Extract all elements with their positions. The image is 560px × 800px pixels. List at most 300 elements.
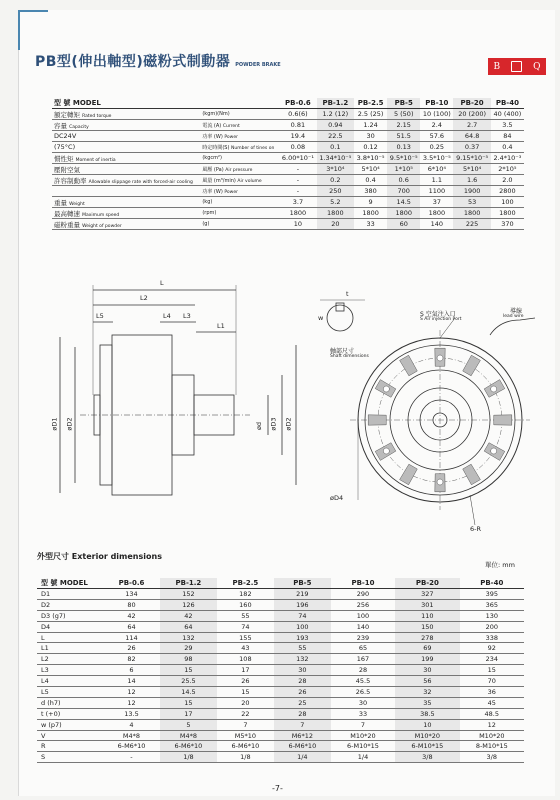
dims-cell: 26 [217, 676, 274, 687]
cooling-fin [368, 415, 386, 425]
dims-cell: 132 [274, 654, 331, 665]
spec-unit: (kgm)(Nm) [202, 111, 230, 117]
dims-cell: 6-M10*15 [395, 741, 459, 752]
label-shaft: 軸部尺寸 [330, 348, 355, 355]
dims-cell: 200 [460, 621, 524, 632]
dims-cell: 160 [217, 599, 274, 610]
spec-cell: 57.6 [420, 131, 453, 142]
spec-cell: 40 (400) [491, 109, 524, 120]
label-L2: L2 [140, 294, 148, 302]
dims-row-label: L2 [37, 654, 103, 665]
dims-cell: 6-M6*10 [217, 741, 274, 752]
label-lead-en: lead wire [503, 314, 524, 319]
spec-label-cn: 壓附空氣 [54, 165, 80, 174]
dims-cell: 15 [217, 687, 274, 698]
dims-model: PB-5 [274, 578, 331, 589]
spec-model: PB-20 [453, 98, 490, 109]
dims-cell: 1/8 [160, 752, 217, 763]
spec-cell: 0.2 [317, 175, 354, 186]
cooling-fin [400, 355, 418, 376]
dims-cell: 29 [160, 643, 217, 654]
label-w: w [318, 314, 324, 322]
dims-cell: 3/8 [395, 752, 459, 763]
spec-sub-cn: 功率 (W) [202, 133, 223, 140]
spec-sub-cn: 功率 (W) [202, 188, 223, 195]
dims-cell: 108 [217, 654, 274, 665]
spec-cell: 2.15 [387, 120, 420, 131]
dims-model: PB-2.5 [217, 578, 274, 589]
dims-cell: 15 [160, 665, 217, 676]
dims-cell: 114 [103, 632, 160, 643]
dims-cell: 13.5 [103, 708, 160, 719]
bolt-hole [437, 355, 443, 361]
spec-cell: 2.5 (25) [354, 109, 387, 120]
dims-cell: 5 [160, 719, 217, 730]
spec-cell: 2.0 [491, 175, 524, 186]
spec-unit: (kg) [202, 199, 213, 205]
dims-cell: 130 [460, 610, 524, 621]
dims-cell: M4*8 [160, 730, 217, 741]
cooling-fin [494, 415, 512, 425]
dims-cell: 290 [331, 589, 395, 600]
spec-model: PB-5 [387, 98, 420, 109]
dims-cell: 26.5 [331, 687, 395, 698]
dims-cell: 28 [274, 708, 331, 719]
spec-cell: 1.6 [453, 175, 490, 186]
spec-cell: 1100 [420, 186, 453, 197]
dims-row [37, 589, 524, 600]
dims-cell: 6 [103, 665, 160, 676]
dims-cell: 239 [331, 632, 395, 643]
dims-cell: 167 [331, 654, 395, 665]
dims-row [37, 610, 524, 621]
dims-header-label: 型 號 MODEL [37, 578, 103, 589]
dims-cell: 4 [103, 719, 160, 730]
dims-cell: 14 [103, 676, 160, 687]
spec-cell: 0.37 [453, 142, 490, 153]
dims-cell: M4*8 [103, 730, 160, 741]
spec-cell: 1800 [387, 208, 420, 219]
spec-cell: 2.4 [420, 120, 453, 131]
spec-cell: 9.5*10⁻⁵ [387, 153, 420, 164]
spec-cell: 5*10⁴ [453, 164, 490, 175]
dims-cell: 30 [274, 665, 331, 676]
spec-sub-en: Power [224, 189, 238, 195]
dims-cell: 28 [274, 676, 331, 687]
dims-cell: 10 [395, 719, 459, 730]
dims-cell: 82 [103, 654, 160, 665]
spec-label-en: Weight of powder [82, 223, 122, 229]
dims-row-label: R [37, 741, 103, 752]
spec-cell: 0.25 [420, 142, 453, 153]
spec-cell: 3.8*10⁻⁵ [354, 153, 387, 164]
dims-row-label: t (+0) [37, 708, 103, 719]
spec-cell: 1.34*10⁻⁵ [317, 153, 354, 164]
dims-cell: 35 [395, 697, 459, 708]
dims-cell: 234 [460, 654, 524, 665]
dims-row [37, 730, 524, 741]
spec-cell: 30 [354, 131, 387, 142]
label-D1: øD1 [50, 417, 59, 431]
bolt-hole [491, 386, 497, 392]
bolt-hole [383, 386, 389, 392]
dims-cell: 45.5 [331, 676, 395, 687]
dims-cell: 155 [217, 632, 274, 643]
dims-cell: 80 [103, 599, 160, 610]
spec-label-en: Weight [69, 201, 85, 207]
spec-sub-cn: 風壓 (Pa) [202, 166, 224, 173]
dims-row [37, 719, 524, 730]
label-shaft-en: Shaft dimensions [330, 354, 369, 359]
dims-cell: 12 [103, 697, 160, 708]
dims-cell: 327 [395, 589, 459, 600]
spec-cell: 100 [491, 197, 524, 208]
dims-row-label: S [37, 752, 103, 763]
dims-cell: 8-M10*15 [460, 741, 524, 752]
spec-cell: 9 [354, 197, 387, 208]
spec-sub-cn: 電流 (A) [202, 122, 222, 129]
dims-cell: 56 [395, 676, 459, 687]
R-leader [470, 495, 475, 525]
spec-cell: 0.94 [317, 120, 354, 131]
spec-cell: 370 [491, 219, 524, 230]
dims-cell: 92 [460, 643, 524, 654]
dims-cell: 15 [160, 697, 217, 708]
label-air-port-en: S Air injection Port [420, 317, 462, 322]
spec-label-cn: DC24V [54, 132, 77, 140]
dims-cell: 134 [103, 589, 160, 600]
dims-cell: 70 [460, 676, 524, 687]
label-air-port: S 空氣注入口 [420, 311, 456, 318]
label-t: t [346, 290, 349, 298]
spec-cell: 33 [354, 219, 387, 230]
spec-model: PB-1.2 [317, 98, 354, 109]
spec-cell: 1900 [453, 186, 490, 197]
dims-cell: 20 [217, 697, 274, 708]
spec-cell: 1800 [420, 208, 453, 219]
label-L: L [160, 279, 164, 287]
spec-cell: 140 [420, 219, 453, 230]
spec-cell: 5*10⁴ [354, 164, 387, 175]
section-title: 外型尺寸 Exterior dimensions [37, 552, 162, 561]
dims-cell: M10*20 [331, 730, 395, 741]
spec-cell: 64.8 [453, 131, 490, 142]
spec-model: PB-10 [420, 98, 453, 109]
spec-cell: 3*10⁴ [317, 164, 354, 175]
dims-model: PB-20 [395, 578, 459, 589]
spec-cell: 10 (100) [420, 109, 453, 120]
lead-wire [490, 318, 535, 335]
dims-cell: 365 [460, 599, 524, 610]
spec-sub-en: Power [224, 134, 238, 140]
spec-label-cn: (75°C) [54, 143, 76, 151]
dims-row-label: L [37, 632, 103, 643]
dims-cell: - [103, 752, 160, 763]
dims-cell: 30 [395, 665, 459, 676]
spec-cell: 3.5 [491, 120, 524, 131]
spec-cell: 14.5 [387, 197, 420, 208]
dims-row [37, 708, 524, 719]
spec-cell: 0.4 [491, 142, 524, 153]
spec-cell: 6.00*10⁻¹ [279, 153, 316, 164]
dims-cell: 12 [103, 687, 160, 698]
dims-cell: M10*20 [395, 730, 459, 741]
label-D2: øD2 [65, 417, 74, 431]
dims-cell: 30 [331, 697, 395, 708]
label-d: ød [255, 421, 264, 431]
dims-header-row [37, 578, 524, 589]
spec-label-cn: 磁粉重量 [54, 220, 80, 229]
dims-cell: 6-M6*10 [160, 741, 217, 752]
dims-row-label: D3 (g7) [37, 610, 103, 621]
cooling-fin [463, 355, 481, 376]
spec-cell: 1800 [453, 208, 490, 219]
spec-cell: 2.7 [453, 120, 490, 131]
spec-cell: - [279, 186, 316, 197]
dims-cell: 7 [274, 719, 331, 730]
spec-label-cn: 重量 [54, 198, 67, 207]
spec-unit: (g) [202, 221, 210, 227]
dims-row [37, 654, 524, 665]
spec-cell: 9.15*10⁻⁵ [453, 153, 490, 164]
dims-row-label: L1 [37, 643, 103, 654]
dims-model: PB-1.2 [160, 578, 217, 589]
dims-cell: 100 [331, 610, 395, 621]
dims-cell: 28 [331, 665, 395, 676]
dims-cell: 6-M10*15 [331, 741, 395, 752]
spec-unit: (rpm) [202, 210, 217, 216]
dims-cell: 42 [103, 610, 160, 621]
dims-cell: 45 [460, 697, 524, 708]
dims-model: PB-0.6 [103, 578, 160, 589]
dims-row [37, 599, 524, 610]
dims-cell: 196 [274, 599, 331, 610]
dims-body [37, 589, 524, 763]
spec-sub-en: Current [222, 123, 240, 129]
spec-sub-en: Air volume [237, 178, 262, 184]
dims-model: PB-10 [331, 578, 395, 589]
dims-cell: 126 [160, 599, 217, 610]
dims-cell: 33 [331, 708, 395, 719]
shaft-key [336, 303, 344, 311]
spec-cell: 1800 [354, 208, 387, 219]
spec-cell: 380 [354, 186, 387, 197]
spec-label-en: Maximum speed [82, 212, 120, 218]
spec-cell: 53 [453, 197, 490, 208]
page-title-en: POWDER BRAKE [235, 62, 281, 68]
spec-cell: 225 [453, 219, 490, 230]
label-D4: øD4 [330, 494, 344, 502]
spec-cell: 3.7 [279, 197, 316, 208]
label-L5: L5 [96, 312, 104, 320]
dims-cell: M5*10 [217, 730, 274, 741]
dims-cell: 42 [160, 610, 217, 621]
spec-header-label: 型 號 MODEL [52, 98, 279, 109]
dims-cell: 132 [160, 632, 217, 643]
dims-cell: 25 [274, 697, 331, 708]
spec-cell: 0.1 [317, 142, 354, 153]
spec-label-en: Allowable slippage rate with forced-air cooling [88, 179, 193, 185]
spec-model: PB-2.5 [354, 98, 387, 109]
cooling-fin [400, 464, 418, 485]
dims-cell: 64 [160, 621, 217, 632]
spec-cell: 51.5 [387, 131, 420, 142]
dims-cell: 110 [395, 610, 459, 621]
spec-unit: (kgcm²) [202, 155, 222, 161]
spec-sub-cn: 風量 (m³/min) [202, 177, 236, 184]
label-R: 6-R [470, 525, 481, 533]
spec-cell: 250 [317, 186, 354, 197]
dims-cell: 301 [395, 599, 459, 610]
dims-cell: 43 [217, 643, 274, 654]
spec-cell: 0.13 [387, 142, 420, 153]
dims-row-label: D2 [37, 599, 103, 610]
dims-row [37, 643, 524, 654]
spec-cell: 84 [491, 131, 524, 142]
spec-cell: 1.2 (12) [317, 109, 354, 120]
spec-model: PB-0.6 [279, 98, 316, 109]
dims-cell: 14.5 [160, 687, 217, 698]
dims-cell: 55 [217, 610, 274, 621]
dims-row-label: V [37, 730, 103, 741]
spec-cell: 60 [387, 219, 420, 230]
dims-cell: 152 [160, 589, 217, 600]
bolt-hole [491, 448, 497, 454]
page-title: PB型(伸出軸型)磁粉式制動器 [35, 54, 231, 70]
cooling-fin [463, 464, 481, 485]
spec-model: PB-40 [491, 98, 524, 109]
label-lead: 導線 [510, 308, 523, 315]
dims-cell: 219 [274, 589, 331, 600]
dims-cell: 48.5 [460, 708, 524, 719]
spec-cell: 0.08 [279, 142, 316, 153]
dims-row-label: w (p7) [37, 719, 103, 730]
dims-row [37, 752, 524, 763]
spec-cell: 0.6 [387, 175, 420, 186]
dims-cell: 74 [274, 610, 331, 621]
dims-cell: 74 [217, 621, 274, 632]
bolt-hole [437, 479, 443, 485]
dims-row [37, 621, 524, 632]
spec-cell: 3.5*10⁻⁵ [420, 153, 453, 164]
spec-cell: 1800 [279, 208, 316, 219]
dims-cell: 17 [160, 708, 217, 719]
spec-cell: 0.81 [279, 120, 316, 131]
spec-cell: 1.24 [354, 120, 387, 131]
spec-cell: 22.5 [317, 131, 354, 142]
dims-cell: 36 [460, 687, 524, 698]
dims-cell: 338 [460, 632, 524, 643]
dims-cell: 1/4 [274, 752, 331, 763]
dims-cell: 100 [274, 621, 331, 632]
dims-cell: 64 [103, 621, 160, 632]
unit-label: 單位: mm [485, 561, 515, 569]
spec-cell: 2*10⁵ [491, 164, 524, 175]
dims-cell: 12 [460, 719, 524, 730]
dims-cell: M10*20 [460, 730, 524, 741]
dims-cell: 15 [460, 665, 524, 676]
dims-row-label: D4 [37, 621, 103, 632]
dims-cell: 6-M6*10 [103, 741, 160, 752]
dims-row-label: L3 [37, 665, 103, 676]
dims-cell: 98 [160, 654, 217, 665]
label-L4: L4 [163, 312, 171, 320]
spec-cell: 19.4 [279, 131, 316, 142]
dims-cell: 55 [274, 643, 331, 654]
dims-cell: 278 [395, 632, 459, 643]
dims-table [37, 578, 524, 763]
dims-row [37, 632, 524, 643]
spec-cell: 20 (200) [453, 109, 490, 120]
spec-cell: 6*10⁴ [420, 164, 453, 175]
dims-cell: 3/8 [460, 752, 524, 763]
spec-cell: 2800 [491, 186, 524, 197]
dims-cell: 65 [331, 643, 395, 654]
logo-letter-right: Q [533, 61, 541, 72]
spec-sub-en: Number of tines on [231, 145, 275, 151]
label-D3: øD3 [269, 417, 278, 431]
label-D2-right: øD2 [284, 417, 293, 431]
spec-label-en: Rated torque [82, 113, 112, 119]
dims-cell: M6*12 [274, 730, 331, 741]
spec-cell: 37 [420, 197, 453, 208]
spec-cell: 10 [279, 219, 316, 230]
shaft-section [327, 305, 353, 331]
dims-cell: 1/4 [331, 752, 395, 763]
bolt-hole [383, 448, 389, 454]
spec-cell: 0.6(6) [279, 109, 316, 120]
spec-cell: 0.4 [354, 175, 387, 186]
dims-model: PB-40 [460, 578, 524, 589]
dims-row-label: d (h7) [37, 697, 103, 708]
spec-cell: - [279, 175, 316, 186]
dims-cell: 150 [395, 621, 459, 632]
spec-cell: 700 [387, 186, 420, 197]
spec-cell: 0.12 [354, 142, 387, 153]
spec-label-en: Capacity [69, 124, 89, 130]
spec-label-cn: 慣性矩 [54, 154, 74, 163]
dims-cell: 193 [274, 632, 331, 643]
dims-row [37, 697, 524, 708]
dims-row [37, 676, 524, 687]
spec-label-en: Moment of inertia [75, 157, 116, 163]
label-L3: L3 [183, 312, 191, 320]
label-L1: L1 [217, 322, 225, 330]
dims-row [37, 687, 524, 698]
spec-cell: 20 [317, 219, 354, 230]
dims-row [37, 741, 524, 752]
dims-row-label: L5 [37, 687, 103, 698]
dims-row-label: D1 [37, 589, 103, 600]
spec-cell: 1800 [491, 208, 524, 219]
spec-sub-cn: 時定時間(S) [202, 144, 230, 151]
spec-cell: 5.2 [317, 197, 354, 208]
dims-cell: 26 [274, 687, 331, 698]
spec-sub-en: Air pressure [225, 167, 253, 173]
logo-letter-left: B [493, 61, 501, 72]
dims-cell: 199 [395, 654, 459, 665]
dims-cell: 395 [460, 589, 524, 600]
dims-cell: 140 [331, 621, 395, 632]
spec-label-cn: 額定轉矩 [54, 110, 80, 119]
dims-cell: 182 [217, 589, 274, 600]
spec-cell: 1800 [317, 208, 354, 219]
spec-cell: - [279, 164, 316, 175]
dims-cell: 22 [217, 708, 274, 719]
dims-cell: 69 [395, 643, 459, 654]
dims-cell: 26 [103, 643, 160, 654]
dims-cell: 38.5 [395, 708, 459, 719]
